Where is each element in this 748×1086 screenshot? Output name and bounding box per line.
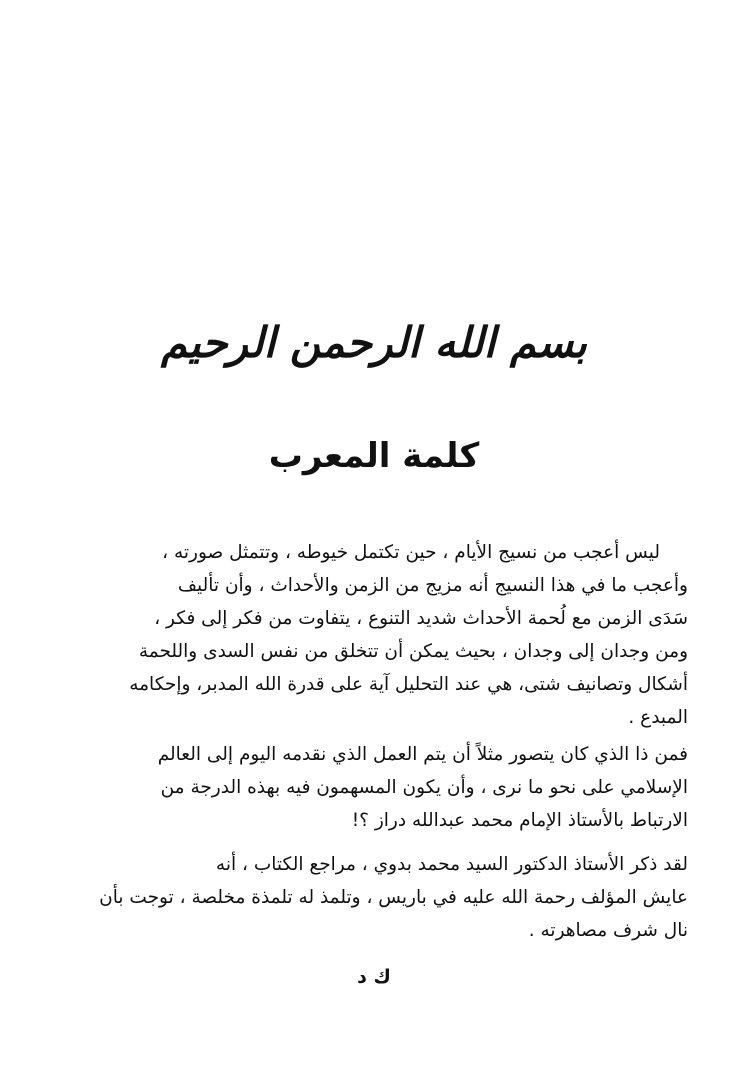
paragraph-line: نال شرف مصاهرته .: [528, 920, 688, 941]
paragraph-line: وأعجب ما في هذا النسيج أنه مزيج من الزمن والأحداث ، وأن تأليف: [177, 575, 688, 596]
page-heading: كلمة المعرب: [268, 436, 480, 476]
basmala-calligraphy: بسم الله الرحمن الرحيم: [161, 318, 587, 367]
paragraph-line: لقد ذكر الأستاذ الدكتور السيد محمد بدوي ، مراجع الكتاب ، أنه: [215, 854, 688, 875]
paragraph-line: ومن وجدان إلى وجدان ، بحيث يمكن أن تتخلق من نفس السدى واللحمة: [138, 641, 688, 662]
paragraph-line: الإسلامي على نحو ما نرى ، وأن يكون المسهمون فيه بهذه الدرجة من: [160, 777, 688, 798]
paragraph-3: [60, 848, 688, 947]
page-number: ك د: [357, 966, 391, 988]
paragraph-line: ليس أعجب من نسيج الأيام ، حين تكتمل خيوطه ، وتتمثل صورته ،: [162, 542, 660, 563]
paragraph-line: أشكال وتصانيف شتى، هي عند التحليل آية على قدرة الله المدبر، وإحكامه: [129, 674, 688, 695]
paragraph-line: عايش المؤلف رحمة الله عليه في باريس ، وتلمذ له تلمذة مخلصة ، توجت بأن: [99, 887, 688, 908]
paragraph-line: سَدَى الزمن مع لُحمة الأحداث شديد التنوع ، يتفاوت من فكر إلى فكر ،: [154, 608, 688, 629]
paragraph-line: المبدع .: [628, 707, 688, 728]
paragraph-2: [60, 738, 688, 837]
paragraph-line: فمن ذا الذي كان يتصور مثلاً أن يتم العمل الذي نقدمه اليوم إلى العالم: [157, 744, 688, 765]
paragraph-1: [60, 536, 688, 734]
paragraph-line: الارتباط بالأستاذ الإمام محمد عبدالله دراز ؟!: [351, 810, 688, 831]
